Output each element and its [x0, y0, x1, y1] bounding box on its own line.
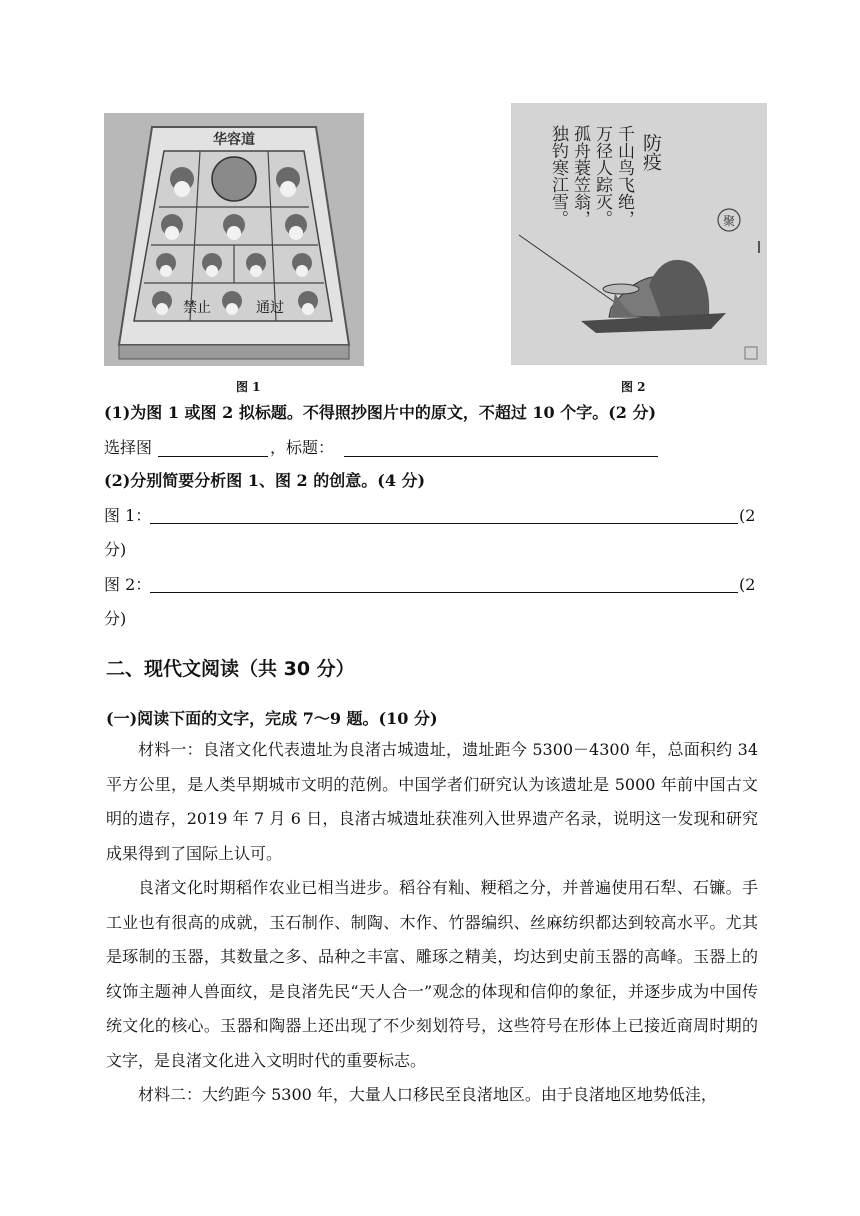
seal-mark: 聚 — [722, 214, 736, 228]
label-pass: 通过 — [256, 300, 284, 316]
fig2-answer-blank[interactable] — [150, 592, 738, 593]
label-forbid: 禁止 — [183, 300, 211, 316]
board-title: 华容道 — [213, 132, 255, 148]
poem-title: 防疫 — [640, 133, 662, 171]
fig2-score-b: 分) — [104, 609, 127, 628]
fishing-poem-cartoon — [511, 103, 767, 365]
fig1-answer-blank[interactable] — [150, 523, 738, 524]
title-blank[interactable] — [344, 456, 658, 457]
section-title: 二、现代文阅读（共 30 分） — [106, 658, 355, 680]
select-figure-label: 选择图 — [104, 438, 153, 457]
subsection-title: (一)阅读下面的文字，完成 7～9 题。(10 分) — [106, 709, 438, 728]
figure-1-caption: 图 1 — [236, 380, 261, 394]
fig2-score-a: (2 — [739, 575, 756, 594]
reading-passage — [106, 733, 758, 1113]
paragraph-2: 良渚文化时期稻作农业已相当进步。稻谷有籼、粳稻之分，并普遍使用石犁、石镰。手工业也有很高的成就，玉石制作、制陶、木作、竹器编织、丝麻纺织都达到较高水平。尤其是琢制的玉器，其数量之多、品种之丰富、雕琢之精美，均达到史前玉器的高峰。玉器上的纹饰主题神人兽面纹，是良渚先民“天人合一”观念的体现和信仰的象征，并逐步成为中国传统文化的核心。玉器和陶器上还出现了不少刻划符号，这些符号在形体上已接近商周时期的文字，是良渚文化进入文明时代的重要标志。 — [106, 878, 758, 1070]
fig1-score-b: 分) — [104, 540, 127, 559]
question-2-prompt: (2)分别简要分析图 1、图 2 的创意。(4 分) — [104, 471, 426, 490]
select-figure-blank[interactable] — [158, 456, 268, 457]
poem-line-2: 万径人踪灭。 — [592, 125, 612, 227]
poem-line-1: 千山鸟飞绝， — [614, 125, 634, 227]
question-1-prompt: (1)为图 1 或图 2 拟标题。不得照抄图片中的原文，不超过 10 个字。(2 分) — [104, 403, 657, 422]
fig1-score-a: (2 — [739, 506, 756, 525]
fig2-answer-label: 图 2： — [104, 575, 152, 594]
paragraph-3: 材料二：大约距今 5300 年，大量人口移民至良渚地区。由于良渚地区地势低洼， — [138, 1085, 717, 1104]
figure-1-image — [104, 113, 364, 366]
title-label: ，标题： — [270, 438, 335, 457]
poem-line-3: 孤舟蓑笠翁， — [570, 125, 590, 227]
paragraph-1: 材料一：良渚文化代表遗址为良渚古城遗址，遗址距今 5300－4300 年，总面积约 34 平方公里，是人类早期城市文明的范例。中国学者们研究认为该遗址是 5000 年前中国古文明的遗存，2019 年 7 月 6 日，良渚古城遗址获准列入世界遗产名录，说明这一发现和研究成果得到了国际上认可。 — [106, 740, 758, 863]
fig1-answer-label: 图 1： — [104, 506, 152, 525]
figure-2-caption: 图 2 — [621, 380, 646, 394]
figure-2-image — [511, 103, 767, 365]
poem-line-4: 独钓寒江雪。 — [548, 125, 568, 227]
huarongdao-cartoon — [104, 113, 364, 366]
